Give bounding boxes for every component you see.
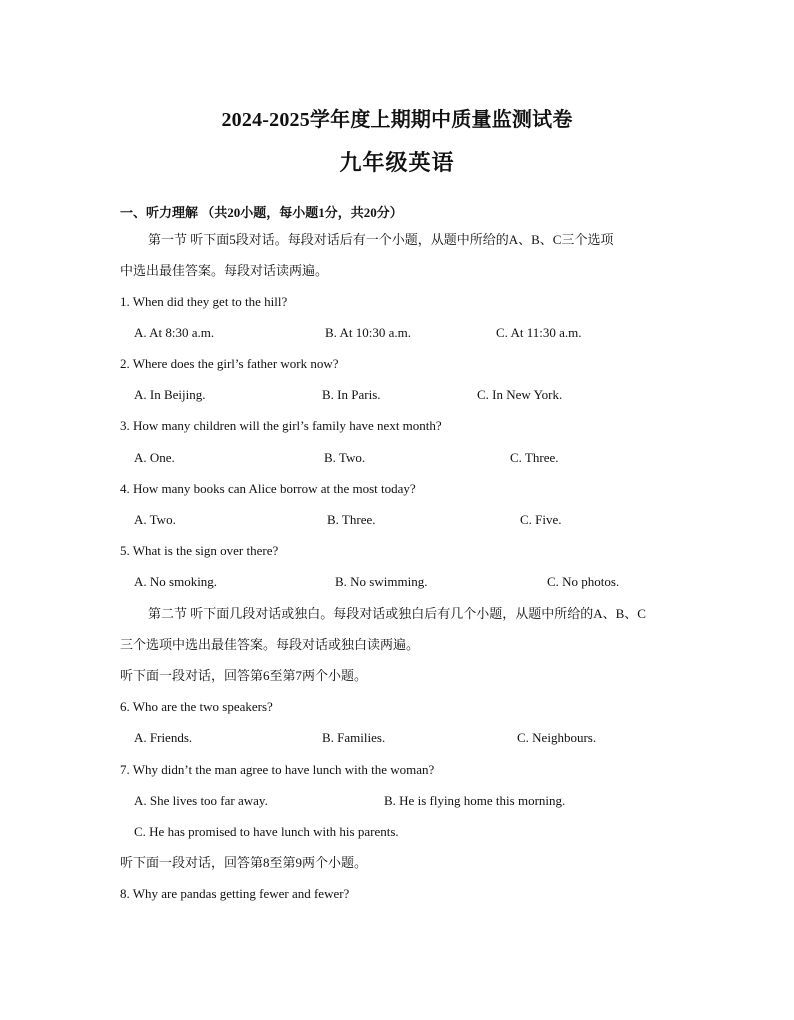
part2-instruction-line1: 第二节 听下面几段对话或独白。每段对话或独白后有几个小题，从题中所给的A、B、C bbox=[148, 606, 646, 621]
question-5-option-a: A. No smoking. bbox=[134, 574, 218, 589]
question-1-option-a: A. At 8:30 a.m. bbox=[134, 325, 215, 340]
question-3-option-a: A. One. bbox=[134, 450, 175, 465]
question-7-option-c: C. He has promised to have lunch with his parents. bbox=[134, 824, 399, 839]
question-2-option-b: B. In Paris. bbox=[322, 387, 381, 402]
question-5-option-b: B. No swimming. bbox=[335, 574, 428, 589]
page-title: 2024-2025学年度上期期中质量监测试卷 bbox=[221, 109, 573, 131]
question-1-option-b: B. At 10:30 a.m. bbox=[325, 325, 411, 340]
dialog-intro-6-7: 听下面一段对话，回答第6至第7两个小题。 bbox=[120, 668, 368, 683]
question-4-option-a: A. Two. bbox=[134, 512, 176, 527]
question-3: 3. How many children will the girl’s family have next month? bbox=[120, 418, 442, 433]
question-8: 8. Why are pandas getting fewer and fewer? bbox=[120, 886, 350, 901]
question-4-option-c: C. Five. bbox=[520, 512, 562, 527]
question-1-option-c: C. At 11:30 a.m. bbox=[496, 325, 582, 340]
question-7: 7. Why didn’t the man agree to have lunch with the woman? bbox=[120, 762, 435, 777]
question-5: 5. What is the sign over there? bbox=[120, 543, 279, 558]
question-4-option-b: B. Three. bbox=[327, 512, 376, 527]
question-6: 6. Who are the two speakers? bbox=[120, 699, 273, 714]
question-6-option-c: C. Neighbours. bbox=[517, 730, 597, 745]
question-6-option-a: A. Friends. bbox=[134, 730, 193, 745]
question-7-option-b: B. He is flying home this morning. bbox=[384, 793, 566, 808]
dialog-intro-8-9: 听下面一段对话，回答第8至第9两个小题。 bbox=[120, 855, 368, 870]
question-7-option-a: A. She lives too far away. bbox=[134, 793, 268, 808]
question-1: 1. When did they get to the hill? bbox=[120, 294, 288, 309]
question-6-option-b: B. Families. bbox=[322, 730, 386, 745]
question-5-option-c: C. No photos. bbox=[547, 574, 620, 589]
page-subtitle: 九年级英语 bbox=[339, 150, 455, 175]
question-2: 2. Where does the girl’s father work now? bbox=[120, 356, 339, 371]
part2-instruction-line2: 三个选项中选出最佳答案。每段对话或独白读两遍。 bbox=[120, 637, 420, 652]
question-2-option-c: C. In New York. bbox=[477, 387, 563, 402]
question-2-option-a: A. In Beijing. bbox=[134, 387, 206, 402]
section-heading: 一、听力理解 （共20小题，每小题1分，共20分） bbox=[120, 205, 403, 220]
part1-instruction-line1: 第一节 听下面5段对话。每段对话后有一个小题，从题中所给的A、B、C三个选项 bbox=[148, 232, 614, 247]
question-3-option-c: C. Three. bbox=[510, 450, 559, 465]
question-3-option-b: B. Two. bbox=[324, 450, 366, 465]
question-4: 4. How many books can Alice borrow at the most today? bbox=[120, 481, 416, 496]
part1-instruction-line2: 中选出最佳答案。每段对话读两遍。 bbox=[120, 263, 329, 278]
